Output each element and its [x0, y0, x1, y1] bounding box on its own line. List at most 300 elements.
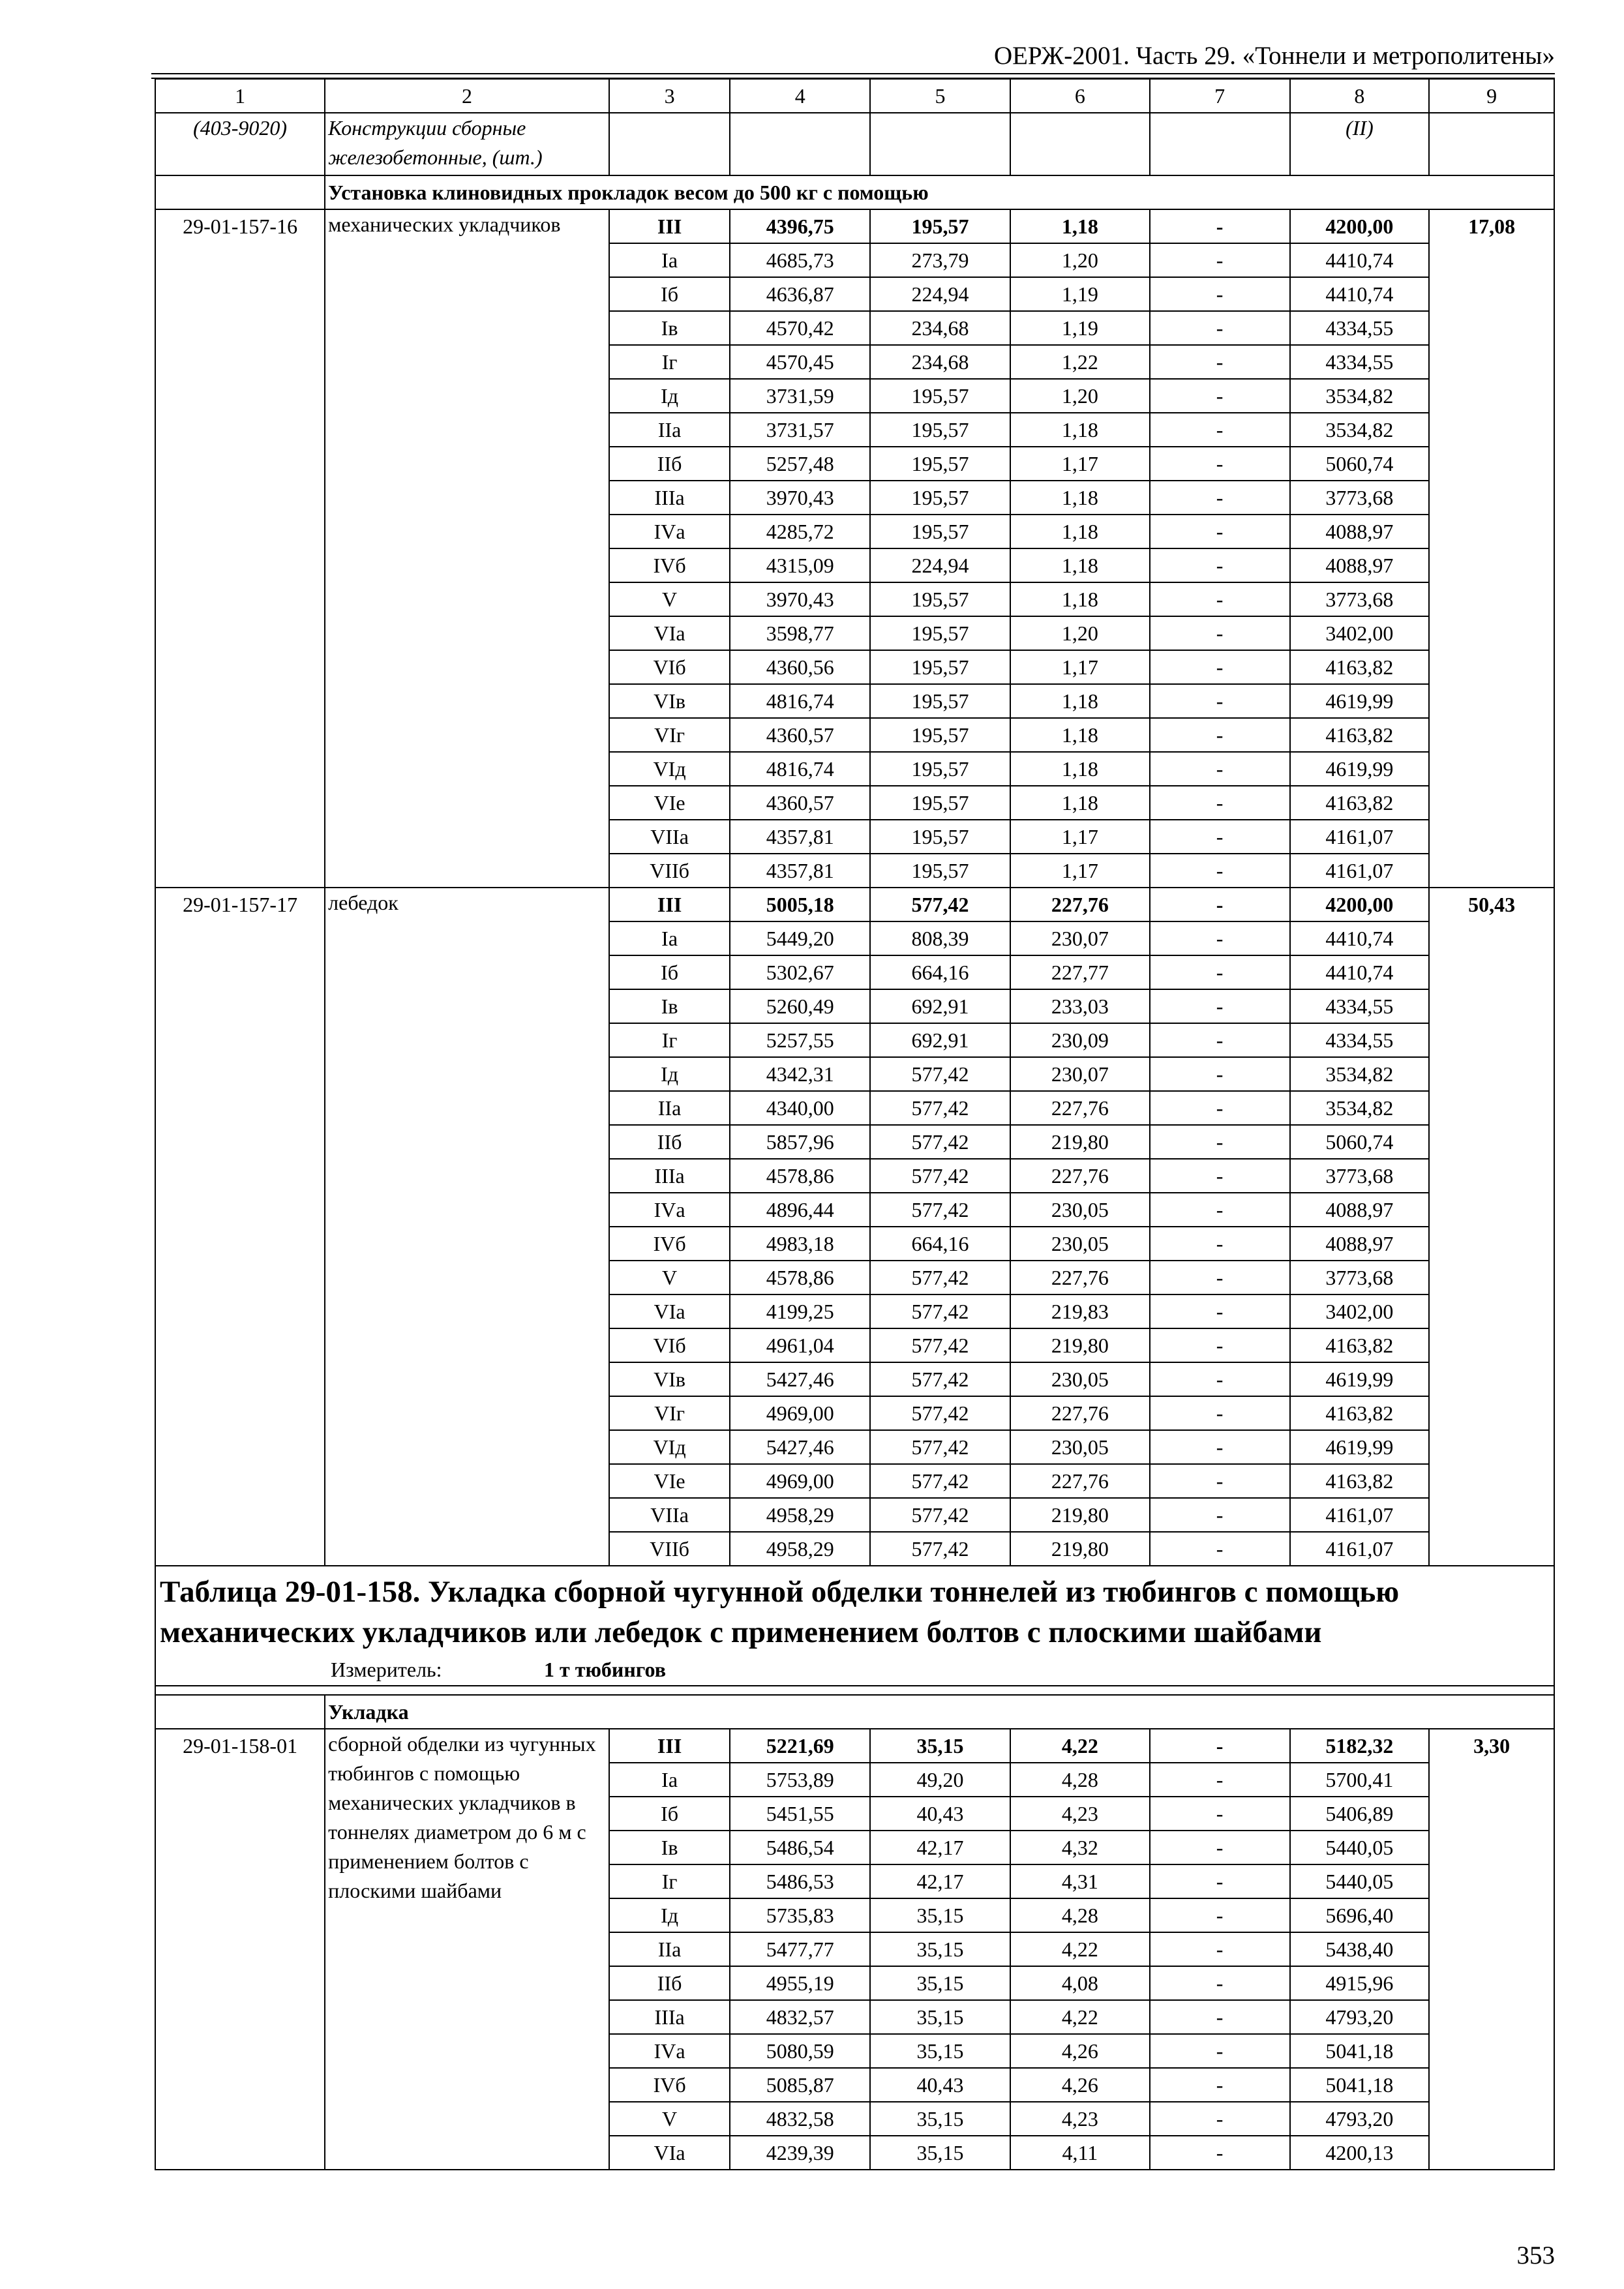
- zone-cell: IIб: [609, 1125, 730, 1159]
- norm-name: механических укладчиков: [325, 209, 609, 888]
- value-cell: 577,42: [870, 1057, 1010, 1091]
- section-heading: Укладка: [325, 1695, 1554, 1729]
- zone-cell: VIд: [609, 1430, 730, 1464]
- value-cell: 4832,58: [730, 2102, 870, 2136]
- value-cell: 577,42: [870, 1498, 1010, 1532]
- value-cell: 1,20: [1010, 243, 1150, 277]
- value-cell: -: [1150, 752, 1290, 786]
- value-cell: 4915,96: [1290, 1966, 1430, 2000]
- value-cell: 227,76: [1010, 1261, 1150, 1294]
- value-cell: 5427,46: [730, 1430, 870, 1464]
- value-cell: 224,94: [870, 548, 1010, 582]
- zone-cell: V: [609, 582, 730, 616]
- value-cell: 5302,67: [730, 955, 870, 989]
- value-cell: 273,79: [870, 243, 1010, 277]
- zone-cell: IVб: [609, 1227, 730, 1261]
- value-cell: -: [1150, 820, 1290, 854]
- value-cell: 1,20: [1010, 379, 1150, 413]
- value-cell: -: [1150, 345, 1290, 379]
- value-cell: 195,57: [870, 854, 1010, 888]
- value-cell: 4955,19: [730, 1966, 870, 2000]
- zone-cell: Iа: [609, 243, 730, 277]
- zone-cell: VIа: [609, 2136, 730, 2170]
- value-cell: 4334,55: [1290, 311, 1430, 345]
- value-cell: 5753,89: [730, 1763, 870, 1797]
- value-cell: 577,42: [870, 1193, 1010, 1227]
- zone-cell: VIг: [609, 1396, 730, 1430]
- value-cell: 4088,97: [1290, 1193, 1430, 1227]
- value-cell: -: [1150, 515, 1290, 548]
- value-cell: 3731,57: [730, 413, 870, 447]
- value-cell: 4,26: [1010, 2034, 1150, 2068]
- norm-code: 29-01-158-01: [155, 1729, 325, 2170]
- value-cell: 5221,69: [730, 1729, 870, 1763]
- value-cell: 4163,82: [1290, 650, 1430, 684]
- value-cell: 5060,74: [1290, 1125, 1430, 1159]
- column-number: 6: [1010, 79, 1150, 113]
- empty-cell: [155, 1695, 325, 1729]
- value-cell: -: [1150, 447, 1290, 481]
- value-cell: 1,18: [1010, 684, 1150, 718]
- value-cell: 3731,59: [730, 379, 870, 413]
- value-cell: 230,09: [1010, 1023, 1150, 1057]
- norm-name: сборной обделки из чугунных тюбингов с помощью механических укладчиков в тоннелях диаметром до 6 м с применением болтов с плоскими шайбами: [325, 1729, 609, 2170]
- value-cell: 4685,73: [730, 243, 870, 277]
- value-cell: 1,18: [1010, 481, 1150, 515]
- value-cell: 4161,07: [1290, 820, 1430, 854]
- value-cell: 35,15: [870, 2136, 1010, 2170]
- value-cell: 1,18: [1010, 209, 1150, 243]
- value-cell: 195,57: [870, 718, 1010, 752]
- value-cell: 3598,77: [730, 616, 870, 650]
- value-cell: -: [1150, 1227, 1290, 1261]
- column-number: 4: [730, 79, 870, 113]
- value-cell: 3534,82: [1290, 379, 1430, 413]
- zone-cell: IIIа: [609, 1159, 730, 1193]
- value-cell: 5060,74: [1290, 447, 1430, 481]
- zone-cell: VIе: [609, 1464, 730, 1498]
- resource-name: Конструкции сборные железобетонные, (шт.): [325, 113, 609, 175]
- value-cell: 4832,57: [730, 2000, 870, 2034]
- value-cell: 4334,55: [1290, 345, 1430, 379]
- value-cell: -: [1150, 413, 1290, 447]
- value-cell: 4,11: [1010, 2136, 1150, 2170]
- zone-cell: IIа: [609, 1091, 730, 1125]
- value-cell: 3773,68: [1290, 481, 1430, 515]
- zone-cell: Iд: [609, 379, 730, 413]
- value-cell: 4163,82: [1290, 1464, 1430, 1498]
- table-title: Таблица 29-01-158. Укладка сборной чугунной обделки тоннелей из тюбингов с помощью механических укладчиков или лебедок с применением болтов с плоскими шайбами: [160, 1575, 1400, 1649]
- value-cell: 40,43: [870, 2068, 1010, 2102]
- value-cell: 5260,49: [730, 989, 870, 1023]
- value-cell: 1,19: [1010, 277, 1150, 311]
- zone-cell: VIд: [609, 752, 730, 786]
- value-cell: 195,57: [870, 820, 1010, 854]
- zone-cell: VIIб: [609, 854, 730, 888]
- table-row: [155, 888, 1554, 921]
- value-cell: 195,57: [870, 616, 1010, 650]
- intro-row: [155, 113, 1554, 175]
- value-cell: 5085,87: [730, 2068, 870, 2102]
- value-cell: 577,42: [870, 1159, 1010, 1193]
- zone-cell: IVа: [609, 1193, 730, 1227]
- empty-cell: [870, 113, 1010, 175]
- value-cell: 4793,20: [1290, 2000, 1430, 2034]
- value-cell: 195,57: [870, 209, 1010, 243]
- zone-cell: VIIа: [609, 1498, 730, 1532]
- value-cell: 4,22: [1010, 1729, 1150, 1763]
- value-cell: -: [1150, 1328, 1290, 1362]
- value-cell: 5857,96: [730, 1125, 870, 1159]
- value-cell: 234,68: [870, 345, 1010, 379]
- value-cell: -: [1150, 921, 1290, 955]
- value-cell: 664,16: [870, 1227, 1010, 1261]
- zone-cell: VIа: [609, 616, 730, 650]
- header-rule: [151, 73, 1555, 74]
- value-cell: 577,42: [870, 888, 1010, 921]
- value-cell: 230,05: [1010, 1430, 1150, 1464]
- zone-cell: IIа: [609, 413, 730, 447]
- value-cell: 5486,54: [730, 1831, 870, 1864]
- column-number: 5: [870, 79, 1010, 113]
- value-cell: -: [1150, 1729, 1290, 1763]
- column-number-row: [155, 79, 1554, 113]
- value-cell: 5005,18: [730, 888, 870, 921]
- value-cell: 5477,77: [730, 1932, 870, 1966]
- value-cell: 808,39: [870, 921, 1010, 955]
- value-cell: 5735,83: [730, 1898, 870, 1932]
- value-cell: 577,42: [870, 1430, 1010, 1464]
- value-cell: 3970,43: [730, 582, 870, 616]
- value-cell: 35,15: [870, 2000, 1010, 2034]
- value-cell: 4958,29: [730, 1532, 870, 1566]
- value-cell: 5486,53: [730, 1864, 870, 1898]
- value-cell: 195,57: [870, 684, 1010, 718]
- value-cell: 4816,74: [730, 752, 870, 786]
- zone-cell: IVа: [609, 2034, 730, 2068]
- zone-cell: VIе: [609, 786, 730, 820]
- value-cell: 4,31: [1010, 1864, 1150, 1898]
- value-cell: 4,28: [1010, 1898, 1150, 1932]
- value-cell: 4088,97: [1290, 515, 1430, 548]
- value-cell: 4578,86: [730, 1159, 870, 1193]
- column-number: 9: [1429, 79, 1554, 113]
- zone-cell: Iд: [609, 1057, 730, 1091]
- value-cell: 35,15: [870, 1898, 1010, 1932]
- value-cell: 227,77: [1010, 955, 1150, 989]
- value-cell: 4,22: [1010, 1932, 1150, 1966]
- value-cell: 577,42: [870, 1091, 1010, 1125]
- value-cell: 577,42: [870, 1464, 1010, 1498]
- value-cell: 227,76: [1010, 1091, 1150, 1125]
- zone-cell: III: [609, 1729, 730, 1763]
- zone-cell: VIв: [609, 1362, 730, 1396]
- value-cell: 4570,45: [730, 345, 870, 379]
- value-cell: 35,15: [870, 2034, 1010, 2068]
- labor-cell: 3,30: [1429, 1729, 1554, 2170]
- value-cell: 4969,00: [730, 1464, 870, 1498]
- zone-cell: Iв: [609, 1831, 730, 1864]
- resource-code: (403-9020): [155, 113, 325, 175]
- value-cell: 219,80: [1010, 1328, 1150, 1362]
- table-row: [155, 209, 1554, 243]
- value-cell: 4163,82: [1290, 718, 1430, 752]
- value-cell: 4578,86: [730, 1261, 870, 1294]
- value-cell: 195,57: [870, 447, 1010, 481]
- value-cell: -: [1150, 718, 1290, 752]
- zone-cell: VIб: [609, 650, 730, 684]
- value-cell: 4360,57: [730, 786, 870, 820]
- value-cell: 227,76: [1010, 1464, 1150, 1498]
- value-cell: 1,18: [1010, 786, 1150, 820]
- zone-cell: IIб: [609, 447, 730, 481]
- value-cell: 4200,00: [1290, 888, 1430, 921]
- value-cell: 5440,05: [1290, 1864, 1430, 1898]
- value-cell: -: [1150, 2102, 1290, 2136]
- value-cell: 1,18: [1010, 582, 1150, 616]
- zone-cell: Iв: [609, 989, 730, 1023]
- value-cell: 4163,82: [1290, 786, 1430, 820]
- value-cell: 1,19: [1010, 311, 1150, 345]
- zone-cell: Iв: [609, 311, 730, 345]
- value-cell: 4410,74: [1290, 277, 1430, 311]
- value-cell: 3534,82: [1290, 413, 1430, 447]
- value-cell: 577,42: [870, 1532, 1010, 1566]
- measure-value: 1 т тюбингов: [544, 1658, 666, 1681]
- value-cell: 35,15: [870, 2102, 1010, 2136]
- value-cell: 227,76: [1010, 1396, 1150, 1430]
- value-cell: -: [1150, 888, 1290, 921]
- zone-cell: Iб: [609, 1797, 730, 1831]
- value-cell: 4,08: [1010, 1966, 1150, 2000]
- value-cell: -: [1150, 582, 1290, 616]
- value-cell: 4239,39: [730, 2136, 870, 2170]
- value-cell: 4285,72: [730, 515, 870, 548]
- zone-cell: VIа: [609, 1294, 730, 1328]
- value-cell: -: [1150, 2068, 1290, 2102]
- value-cell: 4357,81: [730, 854, 870, 888]
- zone-cell: III: [609, 209, 730, 243]
- value-cell: 4,23: [1010, 2102, 1150, 2136]
- value-cell: 4357,81: [730, 820, 870, 854]
- value-cell: -: [1150, 2000, 1290, 2034]
- value-cell: -: [1150, 786, 1290, 820]
- value-cell: 5438,40: [1290, 1932, 1430, 1966]
- value-cell: 219,80: [1010, 1498, 1150, 1532]
- value-cell: 4163,82: [1290, 1396, 1430, 1430]
- value-cell: 4,23: [1010, 1797, 1150, 1831]
- value-cell: 4958,29: [730, 1498, 870, 1532]
- value-cell: 577,42: [870, 1261, 1010, 1294]
- value-cell: 1,18: [1010, 413, 1150, 447]
- empty-cell: [1010, 113, 1150, 175]
- value-cell: 4,22: [1010, 2000, 1150, 2034]
- zone-cell: V: [609, 1261, 730, 1294]
- norm-code: 29-01-157-17: [155, 888, 325, 1566]
- zone-cell: VIIб: [609, 1532, 730, 1566]
- value-cell: 4619,99: [1290, 752, 1430, 786]
- value-cell: 5700,41: [1290, 1763, 1430, 1797]
- value-cell: 3534,82: [1290, 1091, 1430, 1125]
- value-cell: 4199,25: [730, 1294, 870, 1328]
- value-cell: 4200,13: [1290, 2136, 1430, 2170]
- value-cell: 4334,55: [1290, 989, 1430, 1023]
- table-body: [155, 79, 1554, 2170]
- value-cell: 3773,68: [1290, 1159, 1430, 1193]
- norm-code: 29-01-157-16: [155, 209, 325, 888]
- norm-name: лебедок: [325, 888, 609, 1566]
- column-number: 3: [609, 79, 730, 113]
- zone-cell: IIб: [609, 1966, 730, 2000]
- value-cell: 4619,99: [1290, 1430, 1430, 1464]
- section-row: [155, 175, 1554, 209]
- value-cell: 4315,09: [730, 548, 870, 582]
- value-cell: 4410,74: [1290, 243, 1430, 277]
- value-cell: 233,03: [1010, 989, 1150, 1023]
- value-cell: -: [1150, 2136, 1290, 2170]
- running-header: ОЕРЖ-2001. Часть 29. «Тоннели и метрополитены»: [993, 42, 1555, 70]
- norms-table: [155, 78, 1555, 2170]
- value-cell: 195,57: [870, 515, 1010, 548]
- value-cell: 577,42: [870, 1125, 1010, 1159]
- value-cell: -: [1150, 2034, 1290, 2068]
- value-cell: -: [1150, 1057, 1290, 1091]
- value-cell: 4200,00: [1290, 209, 1430, 243]
- value-cell: 1,17: [1010, 854, 1150, 888]
- labor-cell: 50,43: [1429, 888, 1554, 1566]
- value-cell: -: [1150, 379, 1290, 413]
- value-cell: 1,22: [1010, 345, 1150, 379]
- value-cell: 4619,99: [1290, 684, 1430, 718]
- value-cell: 4,32: [1010, 1831, 1150, 1864]
- zone-cell: IVа: [609, 515, 730, 548]
- zone-cell: IIIа: [609, 2000, 730, 2034]
- value-cell: 577,42: [870, 1396, 1010, 1430]
- value-cell: 1,20: [1010, 616, 1150, 650]
- empty-cell: [1150, 113, 1290, 175]
- value-cell: -: [1150, 1932, 1290, 1966]
- zone-cell: Iг: [609, 1864, 730, 1898]
- value-cell: -: [1150, 1193, 1290, 1227]
- spacer-row: [155, 1686, 1554, 1695]
- value-cell: 1,18: [1010, 718, 1150, 752]
- value-cell: 195,57: [870, 582, 1010, 616]
- value-cell: 195,57: [870, 413, 1010, 447]
- measure-line: [160, 1653, 1550, 1684]
- labor-cell: 17,08: [1429, 209, 1554, 888]
- zone-cell: Iа: [609, 1763, 730, 1797]
- value-cell: 5257,48: [730, 447, 870, 481]
- zone-cell: Iг: [609, 345, 730, 379]
- column-number: 8: [1290, 79, 1430, 113]
- value-cell: 5257,55: [730, 1023, 870, 1057]
- value-cell: 224,94: [870, 277, 1010, 311]
- value-cell: -: [1150, 1898, 1290, 1932]
- zone-cell: VIб: [609, 1328, 730, 1362]
- zone-cell: VIв: [609, 684, 730, 718]
- value-cell: 230,05: [1010, 1193, 1150, 1227]
- value-cell: 4961,04: [730, 1328, 870, 1362]
- zone-cell: Iг: [609, 1023, 730, 1057]
- value-cell: 1,17: [1010, 650, 1150, 684]
- value-cell: 3773,68: [1290, 582, 1430, 616]
- value-cell: -: [1150, 243, 1290, 277]
- zone-cell: Iа: [609, 921, 730, 955]
- value-cell: -: [1150, 1091, 1290, 1125]
- value-cell: 4161,07: [1290, 1532, 1430, 1566]
- zone-cell: V: [609, 2102, 730, 2136]
- value-cell: -: [1150, 1261, 1290, 1294]
- value-cell: 4410,74: [1290, 955, 1430, 989]
- value-cell: -: [1150, 1864, 1290, 1898]
- empty-cell: [1429, 113, 1554, 175]
- value-cell: 4342,31: [730, 1057, 870, 1091]
- value-cell: 5041,18: [1290, 2034, 1430, 2068]
- value-cell: 1,18: [1010, 515, 1150, 548]
- value-cell: 1,18: [1010, 548, 1150, 582]
- value-cell: 4793,20: [1290, 2102, 1430, 2136]
- value-cell: -: [1150, 854, 1290, 888]
- value-cell: -: [1150, 1125, 1290, 1159]
- resource-class: (II): [1290, 113, 1430, 175]
- value-cell: 42,17: [870, 1831, 1010, 1864]
- empty-cell: [155, 175, 325, 209]
- column-number: 2: [325, 79, 609, 113]
- value-cell: -: [1150, 1763, 1290, 1797]
- value-cell: 195,57: [870, 379, 1010, 413]
- value-cell: 4340,00: [730, 1091, 870, 1125]
- spacer-cell: [155, 1686, 1554, 1695]
- zone-cell: VIг: [609, 718, 730, 752]
- zone-cell: III: [609, 888, 730, 921]
- table-row: [155, 1729, 1554, 1763]
- value-cell: 230,05: [1010, 1362, 1150, 1396]
- value-cell: 4816,74: [730, 684, 870, 718]
- empty-cell: [730, 113, 870, 175]
- value-cell: 3402,00: [1290, 1294, 1430, 1328]
- section-heading: Установка клиновидных прокладок весом до 500 кг с помощью: [325, 175, 1554, 209]
- value-cell: 577,42: [870, 1294, 1010, 1328]
- value-cell: 4619,99: [1290, 1362, 1430, 1396]
- value-cell: 4636,87: [730, 277, 870, 311]
- value-cell: -: [1150, 1294, 1290, 1328]
- value-cell: -: [1150, 616, 1290, 650]
- value-cell: -: [1150, 1023, 1290, 1057]
- value-cell: -: [1150, 1464, 1290, 1498]
- value-cell: 195,57: [870, 650, 1010, 684]
- zone-cell: IVб: [609, 2068, 730, 2102]
- value-cell: 4,28: [1010, 1763, 1150, 1797]
- value-cell: -: [1150, 481, 1290, 515]
- value-cell: -: [1150, 1159, 1290, 1193]
- value-cell: 230,05: [1010, 1227, 1150, 1261]
- value-cell: -: [1150, 684, 1290, 718]
- value-cell: 4410,74: [1290, 921, 1430, 955]
- value-cell: 4088,97: [1290, 548, 1430, 582]
- zone-cell: IVб: [609, 548, 730, 582]
- table-title-cell: [155, 1566, 1554, 1686]
- value-cell: -: [1150, 311, 1290, 345]
- zone-cell: Iб: [609, 277, 730, 311]
- value-cell: 1,17: [1010, 447, 1150, 481]
- value-cell: 3534,82: [1290, 1057, 1430, 1091]
- value-cell: -: [1150, 1532, 1290, 1566]
- value-cell: 577,42: [870, 1362, 1010, 1396]
- value-cell: 4396,75: [730, 209, 870, 243]
- value-cell: -: [1150, 1430, 1290, 1464]
- value-cell: 4,26: [1010, 2068, 1150, 2102]
- value-cell: 664,16: [870, 955, 1010, 989]
